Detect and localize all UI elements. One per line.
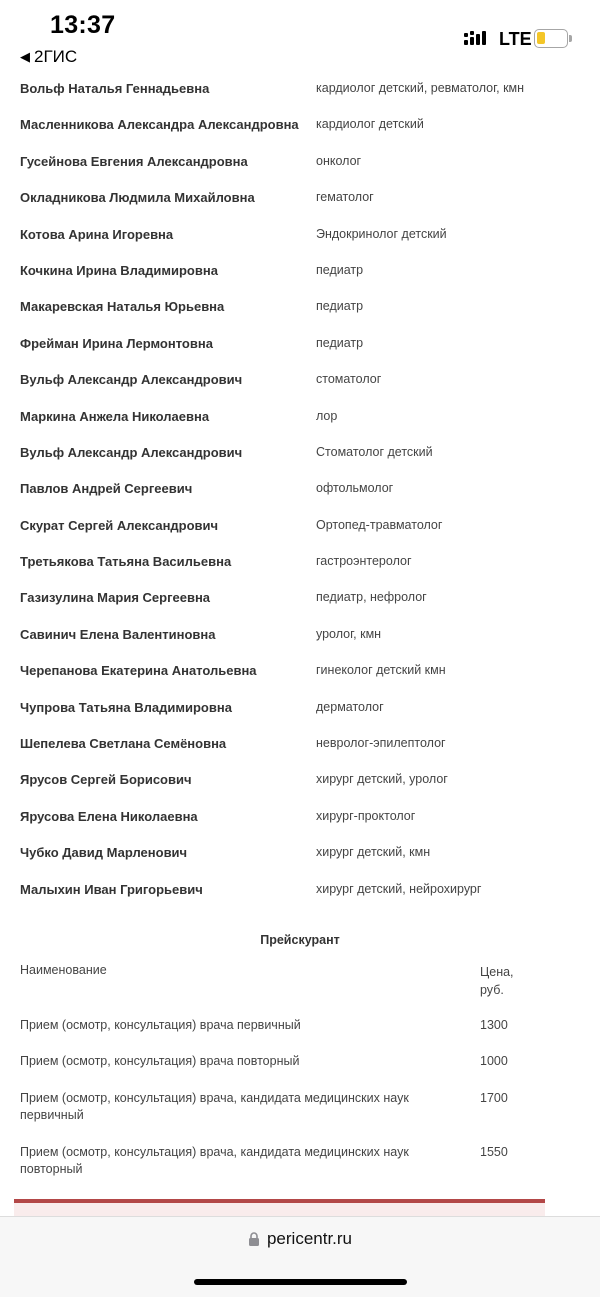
doctor-row [0,145,600,181]
doctors-table [0,72,600,909]
doctor-name: Чупрова Татьяна Владимировна [20,699,232,715]
battery-level [537,32,545,44]
doctor-row [0,290,600,326]
doctor-name: Котова Арина Игоревна [20,226,174,242]
cellular-signal-icon [464,31,492,47]
doctor-name: Савинич Елена Валентиновна [20,626,216,642]
doctor-specialty: дерматолог [316,699,384,714]
doctor-specialty: гинеколог детский кмн [316,663,446,678]
price-list-title: Прейскурант [260,933,340,947]
doctor-row [0,327,600,363]
doctor-row [0,181,600,217]
url-display[interactable] [0,1229,600,1249]
doctor-name: Вольф Наталья Геннадьевна [20,81,210,96]
doctor-row [0,654,600,690]
lock-icon [248,1232,260,1246]
doctor-row [0,254,600,290]
price-header-price: Цена, руб. [480,965,514,997]
doctor-name: Газизулина Мария Сергеевна [20,590,211,606]
doctor-name: Третьякова Татьяна Васильевна [20,554,232,570]
doctor-row [0,472,600,508]
price-header-name: Наименование [20,963,107,977]
back-app-label: 2ГИС [34,47,78,66]
browser-address-bar[interactable] [0,1216,600,1297]
back-triangle-icon: ◀ [20,49,30,64]
doctor-specialty: офтольмолог [316,481,394,496]
network-type: LTE [499,29,532,49]
doctor-specialty: хирург детский, нейрохирург [316,881,482,896]
doctor-row [0,727,600,763]
doctor-specialty: кардиолог детский, ревматолог, кмн [316,81,525,95]
doctor-specialty: невролог-эпилептолог [316,736,446,751]
battery-cap [569,35,572,42]
doctor-name: Скурат Сергей Александрович [20,517,219,533]
url-text: pericentr.ru [266,1229,353,1248]
doctor-specialty: гастроэнтеролог [316,554,412,569]
doctor-name: Вульф Александр Александрович [20,372,243,388]
doctor-specialty: онколог [316,153,362,168]
doctor-name: Ярусова Елена Николаевна [20,808,198,824]
doctor-specialty: Стоматолог детский [316,444,433,459]
doctor-name: Кочкина Ирина Владимировна [20,262,218,278]
doctor-specialty: Ортопед-травматолог [316,517,443,532]
doctor-name: Чубко Давид Марленович [20,845,188,861]
doctor-specialty: педиатр [316,262,364,277]
doctor-specialty: стоматолог [316,372,382,387]
doctor-name: Вульф Александр Александрович [20,444,243,460]
doctor-name: Черепанова Екатерина Анатольевна [20,663,257,679]
doctor-specialty: педиатр, нефролог [316,590,427,605]
doctor-name: Малыхин Иван Григорьевич [20,881,203,897]
doctor-specialty: хирург детский, кмн [316,845,431,860]
doctor-specialty: гематолог [316,190,374,205]
doctor-name: Шепелева Светлана Семёновна [20,736,227,752]
doctor-row [0,800,600,836]
price-item-value: 1000 [480,1054,508,1068]
price-item-name: Прием (осмотр, консультация) врача, кандидата медицинских наук повторный [20,1145,409,1176]
price-item-name: Прием (осмотр, консультация) врача первичный [20,1018,301,1032]
doctor-row [0,72,600,108]
doctor-name: Окладникова Людмила Михайловна [20,190,255,206]
doctor-row [0,873,600,909]
doctor-row [0,436,600,472]
doctor-specialty: хирург-проктолог [316,808,416,823]
doctor-row [0,108,600,144]
doctor-specialty: уролог, кмн [316,626,382,641]
price-item-value: 1300 [480,1018,508,1032]
doctor-name: Ярусов Сергей Борисович [20,772,192,788]
doctor-name: Маркина Анжела Николаевна [20,408,210,424]
doctor-name: Павлов Андрей Сергеевич [20,481,193,497]
price-item-name: Прием (осмотр, консультация) врача, кандидата медицинских наук первичный [20,1091,409,1122]
price-item-value: 1700 [480,1091,508,1105]
doctor-specialty: педиатр [316,299,364,314]
doctor-specialty: педиатр [316,335,364,350]
doctor-row [0,509,600,545]
price-item-value: 1550 [480,1145,508,1159]
doctor-name: Масленникова Александра Александровна [20,117,299,133]
doctor-name: Макаревская Наталья Юрьевна [20,299,225,315]
doctor-row [0,836,600,872]
doctor-row [0,618,600,654]
doctor-row [0,545,600,581]
doctor-specialty: Эндокринолог детский [316,226,447,241]
back-to-app-link[interactable] [20,47,77,67]
doctor-row [0,218,600,254]
doctor-row [0,581,600,617]
doctor-specialty: лор [316,408,338,423]
doctor-name: Гусейнова Евгения Александровна [20,153,248,169]
doctor-name: Фрейман Ирина Лермонтовна [20,335,213,351]
doctor-row [0,763,600,799]
status-bar [0,0,600,76]
doctor-row [0,691,600,727]
doctor-specialty: кардиолог детский [316,117,424,132]
status-time: 13:37 [50,11,116,39]
price-item-name: Прием (осмотр, консультация) врача повторный [20,1054,300,1068]
doctor-row [0,400,600,436]
doctor-specialty: хирург детский, уролог [316,772,448,787]
home-indicator[interactable] [194,1279,407,1285]
doctor-row [0,363,600,399]
battery-icon [534,29,568,48]
